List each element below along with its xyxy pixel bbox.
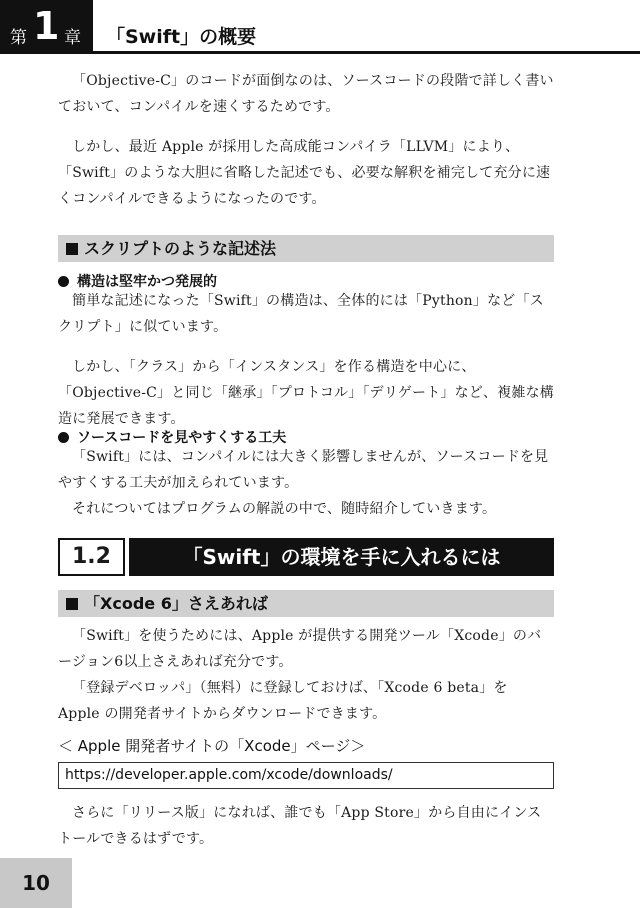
chapter-title: 「Swift」の概要: [106, 26, 257, 48]
circle-bullet-icon: [58, 432, 69, 443]
readability-paragraph: [58, 444, 554, 522]
bullet-heading-text: 構造は堅牢かつ発展的: [77, 274, 217, 290]
url-box[interactable]: [58, 762, 554, 789]
intro-text-1: 「Objective-C」のコードが面倒なのは、ソースコードの段階で詳しく書いておいて、コンパイルを速くするためです。: [58, 73, 554, 115]
structure-paragraph-2: [58, 354, 554, 432]
square-bullet-icon: [66, 598, 78, 610]
section-title: 「Xcode 6」さえあれば: [84, 594, 268, 613]
chapter-rule: [93, 51, 640, 54]
xcode-text-2: 「登録デベロッパ」（無料）に登録しておけば、「Xcode 6 beta」を Apple の開発者サイトからダウンロードできます。: [58, 680, 508, 722]
chapter-badge: [0, 0, 93, 54]
closing-text: さらに「リリース版」になれば、誰でも「App Store」から自由にインストールできるはずです。: [58, 805, 542, 847]
chapter-number: 1: [33, 4, 60, 48]
structure-paragraph-1: [58, 288, 554, 340]
section-title: スクリプトのような記述法: [84, 239, 277, 258]
readability-text-2: それについてはプログラムの解説の中で、随時紹介していきます。: [72, 501, 497, 517]
intro-paragraph-1: [58, 68, 554, 120]
intro-text-2: しかし、最近 Apple が採用した高成能コンパイラ「LLVM」により、「Swift」のような大胆に省略した記述でも、必要な解釈を補完して充分に速くコンパイルできるようになったのです。: [58, 139, 551, 207]
square-bullet-icon: [66, 243, 78, 255]
xcode-text-1: 「Swift」を使うためには、Apple が提供する開発ツール「Xcode」のバージョン6以上さえあれば充分です。: [58, 628, 542, 670]
subchapter-header: [58, 538, 554, 576]
page-number: 10: [0, 858, 72, 908]
intro-paragraph-2: [58, 134, 554, 212]
section-bar-scripting: [58, 235, 554, 262]
chapter-prefix: 第: [10, 28, 27, 48]
structure-text-1: 簡単な記述になった「Swift」の構造は、全体的には「Python」など「スクリプト」に似ています。: [58, 293, 544, 335]
structure-text-2: しかし、「クラス」から「インスタンス」を作る構造を中心に、「Objective-C」と同じ「継承」「プロトコル」「デリゲート」など、複雑な構造に発展できます。: [58, 359, 555, 427]
closing-paragraph: [58, 800, 554, 852]
link-label: ＜ Apple 開発者サイトの「Xcode」ページ＞: [58, 737, 366, 755]
bullet-heading-text: ソースコードを見やすくする工夫: [77, 430, 287, 446]
subchapter-title: 「Swift」の環境を手に入れるには: [129, 538, 554, 576]
chapter-header: [0, 0, 640, 54]
chapter-suffix: 章: [64, 28, 81, 48]
circle-bullet-icon: [58, 276, 69, 287]
readability-text-1: 「Swift」には、コンパイルには大きく影響しませんが、ソースコードを見やすくする工夫が加えられています。: [58, 449, 549, 491]
xcode-paragraph: [58, 623, 554, 727]
subchapter-number: 1.2: [58, 538, 125, 576]
url-text[interactable]: https://developer.apple.com/xcode/downloads/: [65, 767, 393, 783]
section-bar-xcode: [58, 590, 554, 617]
